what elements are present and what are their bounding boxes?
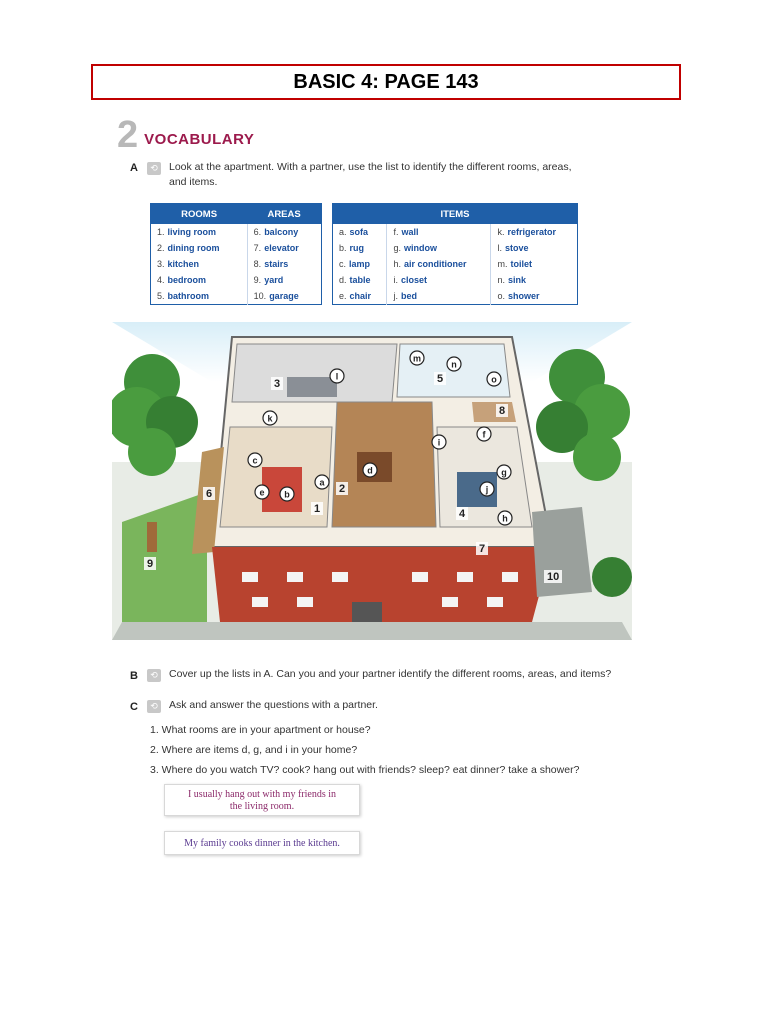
table-row xyxy=(333,224,578,240)
item-letter-label: o xyxy=(491,374,497,385)
table-row xyxy=(151,224,322,240)
item-number: 1. xyxy=(157,227,165,237)
room-number-label: 9 xyxy=(147,558,154,570)
item-term: wall xyxy=(401,227,419,237)
table-cell xyxy=(247,288,321,305)
question-item: 3. Where do you watch TV? cook? hang out with friends? sleep? eat dinner? take a shower? xyxy=(150,764,580,776)
items-header: ITEMS xyxy=(333,204,578,225)
exercise-a-label: A xyxy=(130,162,138,174)
table-row xyxy=(151,272,322,288)
item-term: dining room xyxy=(167,243,220,253)
item-letter-label: d xyxy=(367,465,373,476)
room-number-label: 8 xyxy=(499,405,506,417)
table-cell xyxy=(247,224,321,240)
question-item: 1. What rooms are in your apartment or house? xyxy=(150,724,371,736)
rooms-header: ROOMS xyxy=(151,204,248,225)
table-cell xyxy=(491,240,578,256)
item-number: 5. xyxy=(157,291,165,301)
table-row xyxy=(333,288,578,305)
rooms-areas-table xyxy=(150,203,322,305)
items-table xyxy=(332,203,578,305)
room-number-label: 10 xyxy=(547,571,560,583)
item-letter-label: f xyxy=(482,429,486,440)
item-number: 9. xyxy=(253,275,262,285)
item-number: 8. xyxy=(253,259,262,269)
exercise-c-questions xyxy=(150,720,579,780)
item-term: bedroom xyxy=(167,275,207,285)
item-term: refrigerator xyxy=(507,227,557,237)
item-number: 4. xyxy=(157,275,165,285)
item-number: 3. xyxy=(157,259,165,269)
tree-left xyxy=(112,354,198,476)
item-term: stove xyxy=(504,243,529,253)
pair-work-icon: ⟲ xyxy=(147,669,161,682)
item-letter-label: a xyxy=(319,477,325,488)
room-number-label: 5 xyxy=(437,373,444,385)
bubble-2-text: My family cooks dinner in the kitchen. xyxy=(184,838,340,849)
item-number: d. xyxy=(339,275,347,285)
exercise-b-instruction: Cover up the lists in A. Can you and your partner identify the different rooms, areas, and items? xyxy=(169,668,612,680)
areas-header: AREAS xyxy=(247,204,321,225)
item-term: bed xyxy=(400,291,417,301)
table-cell xyxy=(247,240,321,256)
speech-bubble-1 xyxy=(164,784,360,816)
table-cell xyxy=(333,272,387,288)
item-number: e. xyxy=(339,291,347,301)
exercise-c-label: C xyxy=(130,701,138,713)
item-term: bathroom xyxy=(167,291,210,301)
speech-bubble-2 xyxy=(164,831,360,855)
item-letter-label: l xyxy=(335,371,339,382)
table-cell xyxy=(387,240,491,256)
table-cell xyxy=(387,272,491,288)
item-number: n. xyxy=(497,275,505,285)
item-number: o. xyxy=(497,291,505,301)
table-cell xyxy=(151,288,248,305)
item-number: 2. xyxy=(157,243,165,253)
item-letter-label: h xyxy=(502,513,508,524)
item-letter-label: b xyxy=(284,489,290,500)
table-row xyxy=(151,240,322,256)
item-number: h. xyxy=(393,259,401,269)
item-term: living room xyxy=(167,227,217,237)
apartment-illustration xyxy=(112,322,632,647)
item-term: sofa xyxy=(349,227,369,237)
item-number: b. xyxy=(339,243,347,253)
item-term: air conditioner xyxy=(403,259,467,269)
item-number: f. xyxy=(393,227,399,237)
room-number-label: 6 xyxy=(206,488,213,500)
item-number: 10. xyxy=(253,291,267,301)
item-term: window xyxy=(403,243,437,253)
item-term: balcony xyxy=(264,227,299,237)
table-cell xyxy=(333,288,387,305)
table-row xyxy=(151,256,322,272)
table-cell xyxy=(333,256,387,272)
item-letter-label: k xyxy=(267,413,273,424)
item-term: rug xyxy=(349,243,365,253)
table-cell xyxy=(387,288,491,305)
item-number: c. xyxy=(339,259,347,269)
pair-work-icon: ⟲ xyxy=(147,162,161,175)
table-row xyxy=(333,256,578,272)
room-number-label: 1 xyxy=(314,503,321,515)
item-term: lamp xyxy=(349,259,371,269)
page-title: BASIC 4: PAGE 143 xyxy=(293,70,479,93)
table-cell xyxy=(491,224,578,240)
exercise-a-instruction xyxy=(169,160,572,190)
item-term: yard xyxy=(264,275,284,285)
table-row xyxy=(333,240,578,256)
table-row xyxy=(333,272,578,288)
table-cell xyxy=(151,224,248,240)
section-number: 2 xyxy=(117,114,139,156)
item-letter-label: n xyxy=(451,359,457,370)
item-term: toilet xyxy=(510,259,532,269)
item-letter-label: e xyxy=(259,487,265,498)
table-cell xyxy=(491,256,578,272)
exercise-c-instruction: Ask and answer the questions with a partner. xyxy=(169,699,378,711)
question-item: 2. Where are items d, g, and i in your home? xyxy=(150,744,358,756)
exercise-a-line2: and items. xyxy=(169,176,218,188)
item-term: garage xyxy=(269,291,299,301)
table-cell xyxy=(387,256,491,272)
item-term: closet xyxy=(400,275,427,285)
table-cell xyxy=(387,224,491,240)
bubble-1-line1: I usually hang out with my friends in xyxy=(187,789,337,800)
pair-work-icon: ⟲ xyxy=(147,700,161,713)
item-number: j. xyxy=(393,291,398,301)
table-cell xyxy=(333,224,387,240)
item-term: table xyxy=(349,275,371,285)
item-term: elevator xyxy=(264,243,299,253)
item-letter-label: c xyxy=(252,455,258,466)
item-number: g. xyxy=(393,243,401,253)
item-number: m. xyxy=(497,259,508,269)
table-cell xyxy=(333,240,387,256)
item-letter-label: i xyxy=(437,437,441,448)
table-cell xyxy=(491,272,578,288)
room-number-label: 2 xyxy=(339,483,346,495)
item-letter-label: m xyxy=(412,353,422,364)
room-number-label: 3 xyxy=(274,378,281,390)
table-cell xyxy=(491,288,578,305)
room-number-label: 4 xyxy=(459,508,466,520)
item-number: l. xyxy=(497,243,502,253)
section-title: VOCABULARY xyxy=(144,131,255,148)
item-number: a. xyxy=(339,227,347,237)
page-title-box xyxy=(91,64,681,100)
exercise-a-line1: Look at the apartment. With a partner, use the list to identify the different rooms, areas, xyxy=(169,161,572,173)
room-number-label: 7 xyxy=(479,543,486,555)
table-cell xyxy=(247,256,321,272)
item-letter-label: g xyxy=(501,467,507,478)
table-row xyxy=(151,288,322,305)
exercise-b-label: B xyxy=(130,670,138,682)
table-cell xyxy=(151,240,248,256)
item-number: 7. xyxy=(253,243,262,253)
item-number: 6. xyxy=(253,227,262,237)
table-cell xyxy=(247,272,321,288)
item-term: stairs xyxy=(264,259,289,269)
table-cell xyxy=(151,256,248,272)
bubble-1-line2: the living room. xyxy=(229,801,295,812)
item-letter-label: j xyxy=(485,484,489,495)
item-term: chair xyxy=(349,291,372,301)
item-number: k. xyxy=(497,227,505,237)
item-term: kitchen xyxy=(167,259,200,269)
item-term: shower xyxy=(508,291,540,301)
item-term: sink xyxy=(508,275,527,285)
section-heading xyxy=(117,114,255,156)
item-number: i. xyxy=(393,275,398,285)
table-cell xyxy=(151,272,248,288)
